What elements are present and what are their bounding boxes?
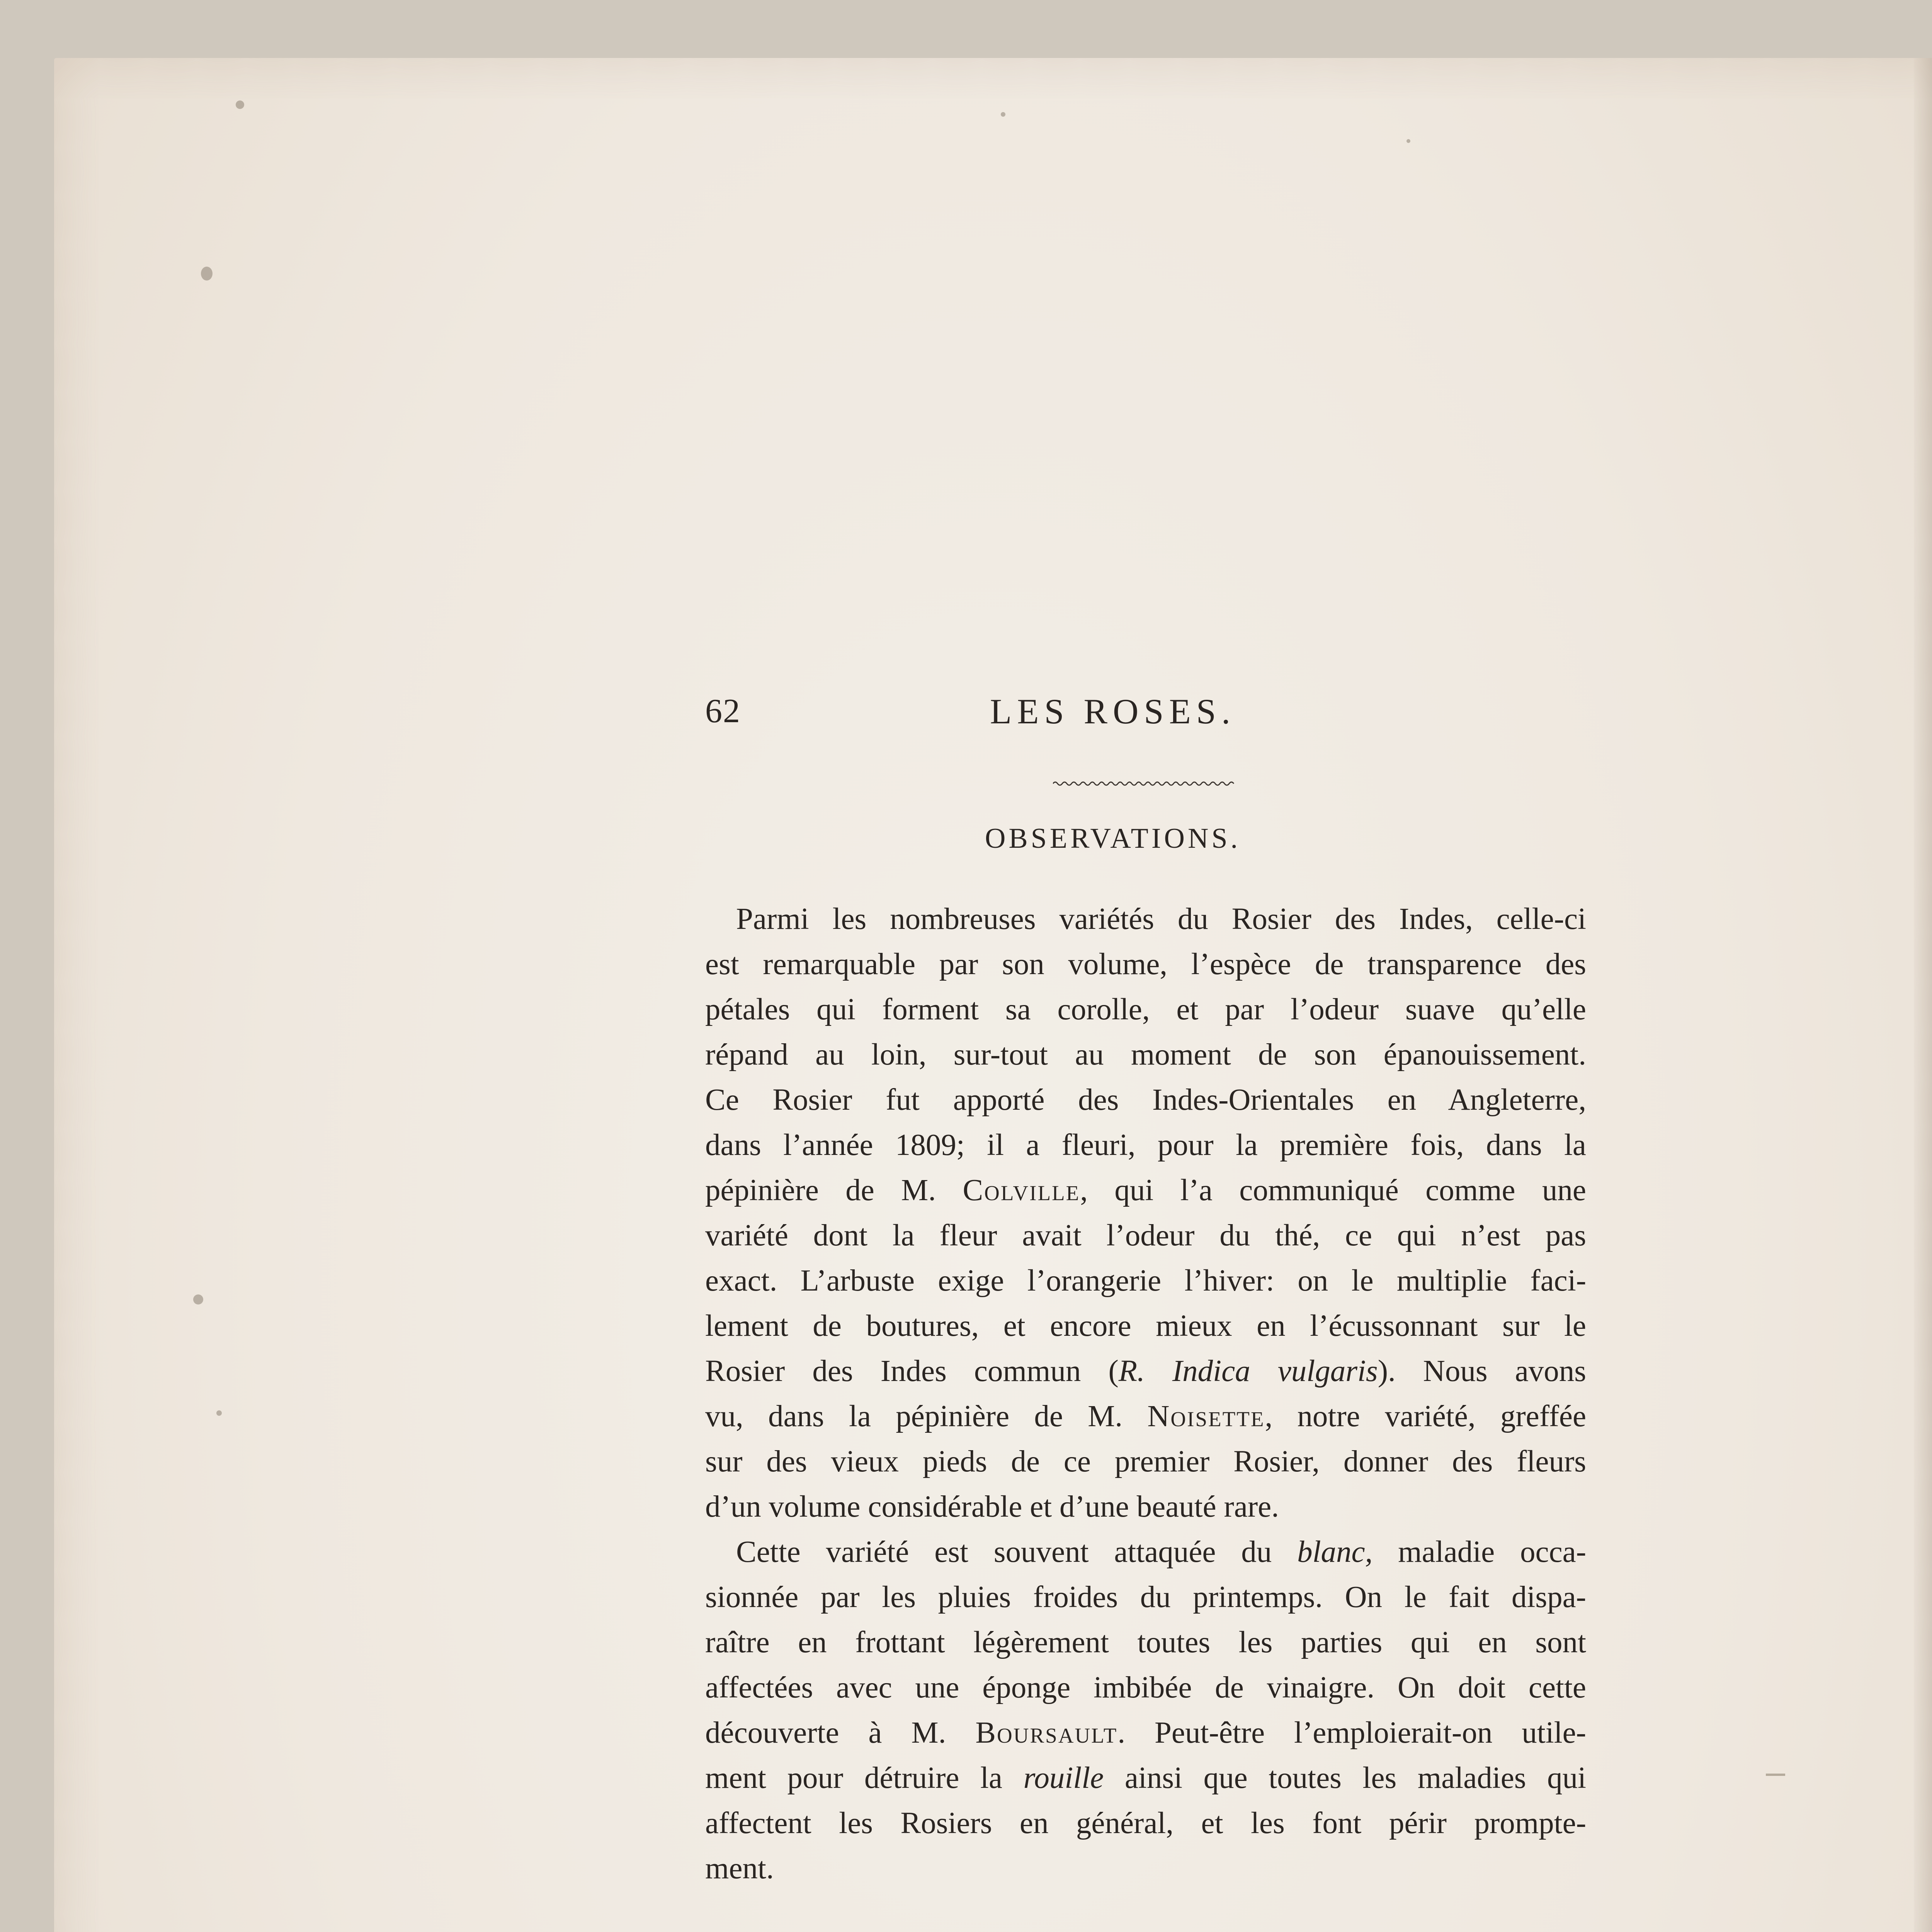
text-line: exact. L’arbuste exige l’orangerie l’hiver: on le multiplie faci- (705, 1264, 1586, 1298)
text-run: , notre variété, greffée (1265, 1400, 1587, 1433)
page-edge-shadow (1913, 58, 1932, 1932)
text-line: dans l’année 1809; il a fleuri, pour la première fois, dans la (705, 1128, 1586, 1162)
text-block (645, 638, 1587, 1885)
body-text (705, 896, 1586, 1891)
text-run: découverte à M. (705, 1716, 946, 1750)
text-run: Cette variété est souvent attaquée du (736, 1535, 1272, 1569)
text-line: sionnée par les pluies froides du printemps. On le fait dispa- (705, 1580, 1586, 1614)
paragraph-2 (705, 1529, 1586, 1891)
section-heading: OBSERVATIONS. (985, 823, 1241, 854)
text-run: maladie occa- (1372, 1535, 1587, 1569)
latin-name: R. Indica vulgaris (1118, 1354, 1378, 1388)
text-run: , qui l’a communiqué comme une (1080, 1173, 1586, 1207)
foxing-speck (1406, 139, 1410, 143)
text-line: Parmi les nombreuses variétés du Rosier des Indes, celle-ci (736, 902, 1586, 936)
person-name-boursault: Boursault (975, 1716, 1118, 1750)
paragraph-1 (705, 896, 1586, 1529)
text-line (705, 1168, 1586, 1213)
text-line: d’un volume considérable et d’une beauté rare. (705, 1490, 1279, 1524)
wavy-rule-ornament (1053, 780, 1235, 787)
foxing-speck (1001, 112, 1005, 117)
text-line (705, 1755, 1586, 1801)
text-run: Rosier des Indes commun ( (705, 1354, 1119, 1388)
text-run: ment pour détruire la (705, 1761, 1003, 1795)
foxing-speck (193, 1294, 203, 1304)
running-title: LES ROSES. (990, 692, 1236, 731)
foxing-speck (236, 100, 244, 109)
text-line: pétales qui forment sa corolle, et par l’odeur suave qu’elle (705, 993, 1586, 1026)
text-line: est remarquable par son volume, l’espèce de transparence des (705, 947, 1586, 981)
text-line: sur des vieux pieds de ce premier Rosier, donner des fleurs (705, 1445, 1586, 1478)
italic-term-rouille: rouille (1023, 1761, 1104, 1795)
text-line (705, 1349, 1586, 1394)
text-line: ment. (705, 1852, 774, 1885)
text-run: ). Nous avons (1378, 1354, 1586, 1388)
text-line: répand au loin, sur-tout au moment de son épanouissement. (705, 1038, 1586, 1071)
text-run: pépinière de M. (705, 1173, 936, 1207)
person-name-noisette: Noisette (1147, 1400, 1265, 1433)
paper-page (54, 58, 1932, 1932)
text-run: . Peut-être l’emploierait-on utile- (1117, 1716, 1586, 1750)
text-run: ainsi que toutes les maladies qui (1104, 1761, 1586, 1795)
text-line: variété dont la fleur avait l’odeur du thé, ce qui n’est pas (705, 1219, 1586, 1252)
pencil-mark (1766, 1774, 1785, 1776)
italic-term-blanc: blanc, (1297, 1535, 1373, 1569)
foxing-speck (216, 1410, 222, 1416)
person-name-colville: Colville (963, 1173, 1080, 1207)
text-line: affectées avec une éponge imbibée de vinaigre. On doit cette (705, 1671, 1586, 1704)
text-line: affectent les Rosiers en général, et les font périr prompte- (705, 1806, 1586, 1840)
text-run: vu, dans la pépinière de M. (705, 1400, 1123, 1433)
foxing-speck (201, 267, 213, 281)
page-header (645, 638, 1580, 731)
text-line (705, 1710, 1586, 1755)
page-number: 62 (705, 692, 741, 730)
text-line (705, 1529, 1586, 1575)
text-line (705, 1394, 1586, 1439)
text-line: lement de boutures, et encore mieux en l’écussonnant sur le (705, 1309, 1586, 1343)
text-line: Ce Rosier fut apporté des Indes-Orientales en Angleterre, (705, 1083, 1586, 1117)
text-line: raître en frottant légèrement toutes les parties qui en sont (705, 1626, 1586, 1659)
